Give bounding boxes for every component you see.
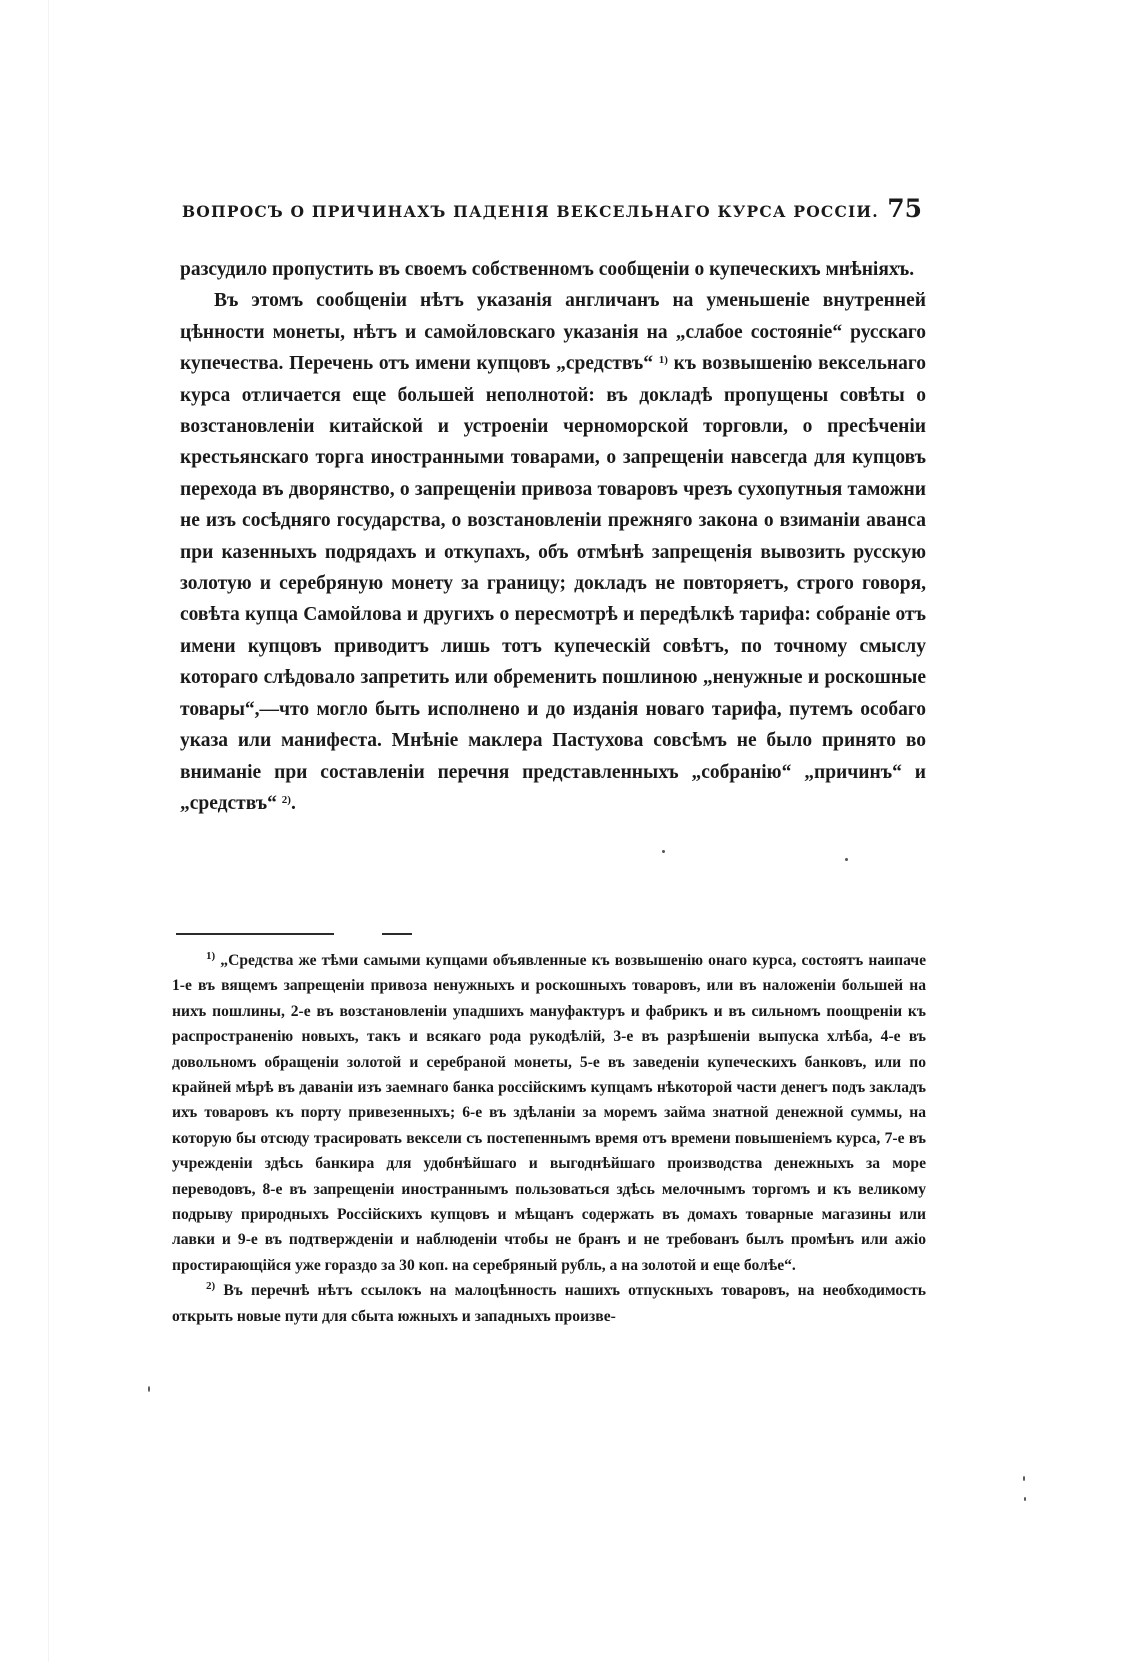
scan-speck [1024,1497,1026,1501]
paragraph-2-continuation: къ возвышенiю вексельнаго курса отличается еще большей неполнотой: въ докладѣ пропущены совѣты о возстановленiи китайской и устроенiи черноморской торговли, о пресѣченiи крестьянскаго торга иностранными товарами, о запрещенiи навсегда для купцовъ перехода въ дворянство, о запрещенiи привоза товаровъ чрезъ сухопутныя таможни не изъ сосѣдняго государства, о возстановленiи прежняго закона о взиманiи аванса при казенныхъ подрядахъ и откупахъ, объ отмѣнѣ запрещенiя вывозить русскую золотую и серебряную монету за границу; докладъ не повторяетъ, строго говоря, совѣта купца Самойлова и другихъ о пересмотрѣ и передѣлкѣ тарифа: собранiе отъ имени купцовъ приводитъ лишь тотъ купеческiй совѣтъ, по точному смыслу котораго слѣдовало запретить или обременить пошлиною „ненужные и роскошные товары“,—что могло быть исполнено и до изданiя новаго тарифа, путемъ особаго указа или манифеста. Мнѣнiе маклера Пастухова совсѣмъ не было принято во вниманiе при составленiи перечня представленныхъ „собранiю“ „причинъ“ и „средствъ“ [180,353,927,814]
footnote-2-text: Въ перечнѣ нѣтъ ссылокъ на малоцѣнность нашихъ отпускныхъ товаровъ, на необходимость открыть новые пути для сбыта южныхъ и западныхъ произве- [172,1282,926,1325]
footnote-1-marker: 1) [206,950,216,962]
footnote-ref-1: 1) [658,354,668,367]
paragraph-1-text: разсудило пропустить въ своемъ собственномъ сообщенiи о купеческихъ мнѣнiяхъ. [180,259,915,280]
footnote-1 [172,948,926,1278]
paragraph-2-text: Въ этомъ сообщенiи нѣтъ указанiя англичанъ на уменьшенiе внутренней цѣнности монеты, нѣтъ и самойловскаго указанiя на „слабое состоянiе“ русскаго купечества. Перечень отъ имени купцовъ „средствъ“ [180,290,926,375]
scan-speck [148,1386,150,1392]
paragraph-continuation [180,254,926,285]
footnote-rule-short [382,933,412,935]
footnote-rule [176,933,334,935]
running-head [182,196,926,230]
footnote-2 [172,1278,926,1329]
footnote-1-text: „Средства же тѣми самыми купцами объявленные къ возвышенiю онаго курса, состоятъ наипаче 1-е въ вящемъ запрещенiи привоза ненужныхъ и роскошныхъ товаровъ, или въ наложенiи большей на нихъ пошлины, 2-е въ возстановленiи упадшихъ мануфактуръ и фабрикъ и въ сильномъ поощренiи къ распространенiю новыхъ, такъ и всякаго рода рукодѣлiй, 3-е въ разрѣшенiи выпуска хлѣба, 4-е въ довольномъ обращенiи золотой и серебраной монеты, 5-е въ заведенiи купеческихъ банковъ, или по крайней мѣрѣ въ даванiи изъ заемнаго банка россiйскимъ купцамъ нѣкоторой части денегъ подъ закладъ ихъ товаровъ къ порту привезенныхъ; 6-е въ здѣланiи за моремъ займа знатной денежной суммы, на которую бы отсюду трасировать вексели съ постепеннымъ время отъ времени повышенiемъ курса, 7-е въ учрежденiи здѣсь банкира для удобнѣйшаго и выгоднѣйшаго производства денежныхъ за море переводовъ, 8-е въ запрещенiи иностраннымъ пользоваться здѣсь мелочнымъ торгомъ и къ великому подрыву природныхъ Россiйскихъ купцовъ и мѣщанъ содержать въ домахъ товарные магазины или лавки и 9-е въ подтвержденiи и наблюденiи чтобы не бранъ и не требованъ былъ промѣнъ или ажiо простирающiйся уже гораздо за 30 коп. на серебряный рубль, а на золотой и еще болѣе“. [172,952,926,1274]
paragraph-main [180,285,926,819]
footnote-2-marker: 2) [206,1280,216,1293]
footnotes [172,948,926,1329]
paragraph-2-end: . [290,792,296,814]
scan-speck [845,858,848,861]
main-text [180,254,926,819]
footnote-ref-2: 2) [281,793,291,806]
running-title: ВОПРОСЪ О ПРИЧИНАХЪ ПАДЕНIЯ ВЕКСЕЛЬНАГО КУРСА РОССIИ. [182,202,879,221]
scan-speck [662,850,665,853]
page-edge-shadow [48,0,49,1662]
scan-speck [1023,1476,1025,1481]
page-number: 75 [887,194,922,223]
